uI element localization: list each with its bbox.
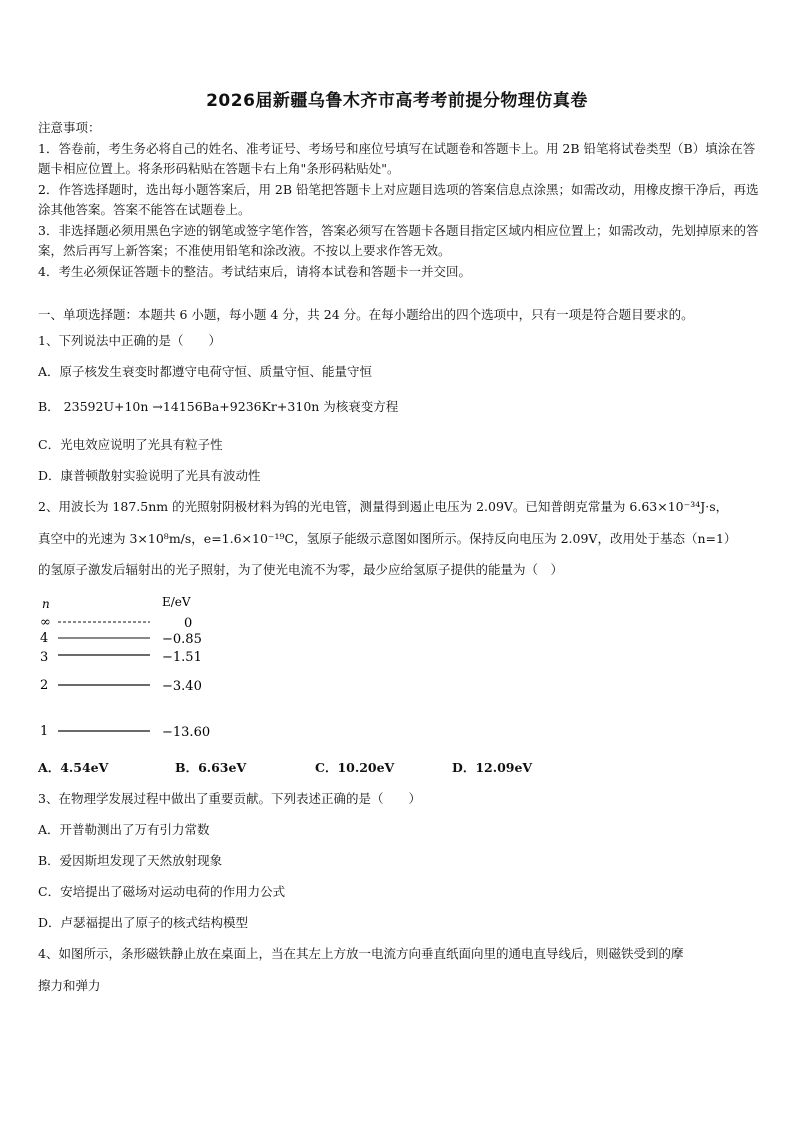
level-e-3: −1.51: [162, 650, 202, 665]
q1-option-b: [38, 397, 398, 417]
nuclear-equation: 23592U+10n →14156Ba+9236Kr+310n: [63, 399, 324, 414]
level-e-2: −3.40: [162, 679, 202, 694]
q3-option-d: D．卢瑟福提出了原子的核式结构模型: [38, 915, 249, 930]
q1-option-a: A．原子核发生衰变时都遵守电荷守恒、质量守恒、能量守恒: [38, 364, 373, 379]
q3-option-b: B．爱因斯坦发现了天然放射现象: [38, 853, 223, 868]
q4-stem-line-1: 4、如图所示，条形磁铁静止放在桌面上，当在其左上方放一电流方向垂直纸面向里的通电直导线后，则磁铁受到的摩: [38, 946, 684, 961]
energy-level-diagram: [34, 592, 234, 744]
level-e-1: −13.60: [162, 725, 211, 740]
q2-stem-line-3: 的氢原子激发后辐射出的光子照射，为了使光电流不为零，最少应给氢原子提供的能量为（ ）: [38, 562, 564, 577]
q1-option-b-prefix: B．: [38, 399, 60, 414]
q2-choice-b: B．6.63eV: [175, 760, 247, 775]
level-e-4: −0.85: [162, 632, 202, 647]
level-n-inf: ∞: [40, 615, 51, 630]
notice-item-3: 3．非选择题必须用黑色字迹的钢笔或签字笔作答，答案必须写在答题卡各题目指定区域内相应位置上；如需改动，先划掉原来的答案，然后再写上新答案；不准使用铅笔和涂改液。不按以上要求作答无效。: [38, 222, 759, 258]
diagram-n-label: n: [42, 597, 50, 611]
q2-choice-c: C．10.20eV: [315, 760, 395, 775]
level-n-3: 3: [40, 650, 49, 665]
q3-stem: 3、在物理学发展过程中做出了重要贡献。下列表述正确的是（ ）: [38, 791, 421, 806]
level-e-inf: 0: [184, 616, 193, 631]
q3-option-a: A．开普勒测出了万有引力常数: [38, 822, 210, 837]
q1-stem: 1、下列说法中正确的是（ ）: [38, 333, 221, 348]
q2-choice-d: D．12.09eV: [452, 760, 533, 775]
notice-heading: 注意事项：: [38, 120, 101, 135]
q1-option-c: C．光电效应说明了光具有粒子性: [38, 437, 223, 452]
notice-item-1: 1．答卷前，考生务必将自己的姓名、准考证号、考场号和座位号填写在试题卷和答题卡上。用 2B 铅笔将试卷类型（B）填涂在答题卡相应位置上。将条形码粘贴在答题卡右上角"条形码粘贴处"。: [38, 140, 756, 176]
diagram-e-label: E/eV: [162, 595, 191, 609]
q4-stem-line-2: 擦力和弹力: [38, 978, 101, 993]
q2-stem-line-1: 2、用波长为 187.5nm 的光照射阴极材料为钨的光电管，测量得到遏止电压为 2.09V。已知普朗克常量为 6.63×10⁻³⁴J·s，: [38, 499, 729, 514]
page-title: 2026届新疆乌鲁木齐市高考考前提分物理仿真卷: [206, 91, 588, 111]
notice-item-2: 2．作答选择题时，选出每小题答案后，用 2B 铅笔把答题卡上对应题目选项的答案信息点涂黑；如需改动，用橡皮擦干净后，再选涂其他答案。答案不能答在试题卷上。: [38, 181, 759, 217]
q3-option-c: C．安培提出了磁场对运动电荷的作用力公式: [38, 884, 286, 899]
notice-item-4: 4．考生必须保证答题卡的整洁。考试结束后，请将本试卷和答题卡一并交回。: [38, 263, 471, 279]
level-n-4: 4: [40, 631, 49, 646]
section-heading: 一、单项选择题：本题共 6 小题，每小题 4 分，共 24 分。在每小题给出的四个选项中，只有一项是符合题目要求的。: [38, 307, 694, 322]
level-n-2: 2: [40, 678, 49, 693]
q1-option-d: D．康普顿散射实验说明了光具有波动性: [38, 468, 261, 483]
notice-block: [38, 118, 766, 282]
q1-option-b-suffix: 为核衰变方程: [323, 399, 399, 414]
level-n-1: 1: [40, 724, 49, 739]
q2-stem-line-2: 真空中的光速为 3×10⁸m/s，e=1.6×10⁻¹⁹C，氢原子能级示意图如图所示。保持反向电压为 2.09V，改用处于基态（n=1）: [38, 531, 737, 546]
q2-choice-a: A．4.54eV: [38, 760, 109, 775]
